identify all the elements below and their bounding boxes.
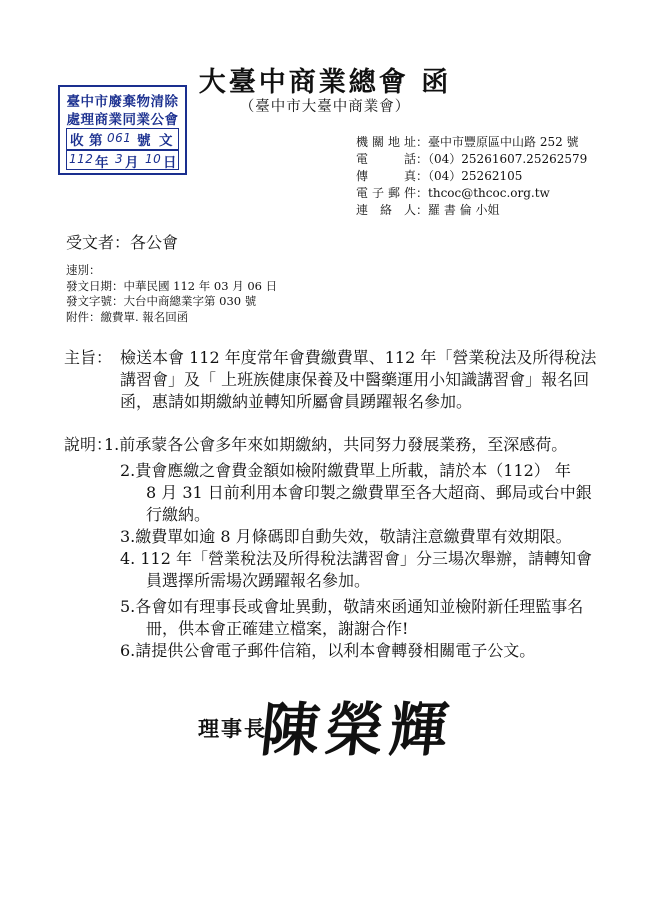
subject-line: 函，惠請如期繳納並轉知所屬會員踴躍報名參加。 [120, 392, 473, 411]
contact-fax: 傳真：（04）25262105 [356, 169, 523, 183]
contact-email: 電子郵件：thcoc@thcoc.org.tw [356, 186, 550, 200]
contact-block [356, 134, 587, 219]
stamp-month-label: 月 [125, 155, 139, 171]
stamp-year: 112 [69, 152, 94, 166]
subject-body [120, 347, 624, 413]
stamp-num-prefix: 第 [89, 133, 103, 149]
stamp-recv-label: 收 [70, 133, 84, 149]
subject-line: 檢送本會 112 年度常年會費繳費單、112 年「營業稅法及所得稅法 [120, 348, 597, 367]
explanation-item-4: 4. 112 年「營業稅法及所得稅法講習會」分三場次舉辦，請轉知會 員選擇所需場次踴躍報名參加。 [120, 549, 592, 590]
explanation-item-1: 1.前承蒙各公會多年來如期繳納，共同努力發展業務，至深感荷。 [104, 435, 568, 454]
recipient: 受文者：各公會 [66, 233, 179, 252]
stamp-day: 10 [145, 152, 162, 166]
stamp-doc-label: 文 [159, 133, 173, 149]
stamp-org-line2: 處理商業同業公會 [66, 112, 179, 128]
stamp-org-line1: 臺中市廢棄物清除 [66, 94, 179, 110]
stamp-date-box [66, 150, 179, 170]
subject-line: 講習會」及「 上班族健康保養及中醫藥運用小知識講習會」報名回 [120, 370, 590, 389]
stamp-year-label: 年 [95, 155, 109, 171]
stamp-number-box [66, 128, 179, 150]
explanation-item-6: 6.請提供公會電子郵件信箱，以利本會轉發相關電子公文。 [120, 641, 536, 660]
document-meta [66, 263, 277, 325]
stamp-number: 061 [107, 131, 132, 145]
contact-address: 機關地址：臺中市豐原區中山路 252 號 [356, 135, 579, 149]
meta-attachments: 附件：繳費單. 報名回函 [66, 309, 189, 324]
stamp-num-suffix: 號 [137, 133, 151, 149]
explanation-item-2: 2.貴會應繳之會費金額如檢附繳費單上所載，請於本（112） 年 8 月 31 日前利用本會印製之繳費單至各大超商、郵局或台中銀 行繳納。 [120, 461, 592, 524]
signature-name: 陳榮輝 [257, 696, 458, 764]
contact-person: 連絡人：羅 書 倫 小姐 [356, 203, 500, 217]
meta-speed: 速別： [66, 263, 101, 277]
contact-phone: 電話：（04）25261607.25262579 [356, 152, 588, 166]
stamp-day-label: 日 [163, 155, 177, 171]
meta-doc-number: 發文字號：大台中商總業字第 030 號 [66, 294, 257, 308]
document-title: 大臺中商業總會 函 [198, 67, 452, 98]
stamp-month: 3 [115, 152, 124, 166]
explanation-item-5: 5.各會如有理事長或會址異動，敬請來函通知並檢附新任理監事名 冊，供本會正確建立檔案，謝謝合作! [120, 597, 584, 638]
meta-date: 發文日期：中華民國 112 年 03 月 06 日 [66, 278, 278, 293]
signature-title: 理事長 [198, 716, 267, 741]
subject-lead: 主旨： [64, 348, 113, 367]
explanation-lead: 說明： [64, 435, 113, 454]
explanation-item-3: 3.繳費單如逾 8 月條碼即自動失效，敬請注意繳費單有效期限。 [120, 527, 572, 546]
document-subtitle: （臺中市大臺中商業會） [239, 99, 411, 115]
